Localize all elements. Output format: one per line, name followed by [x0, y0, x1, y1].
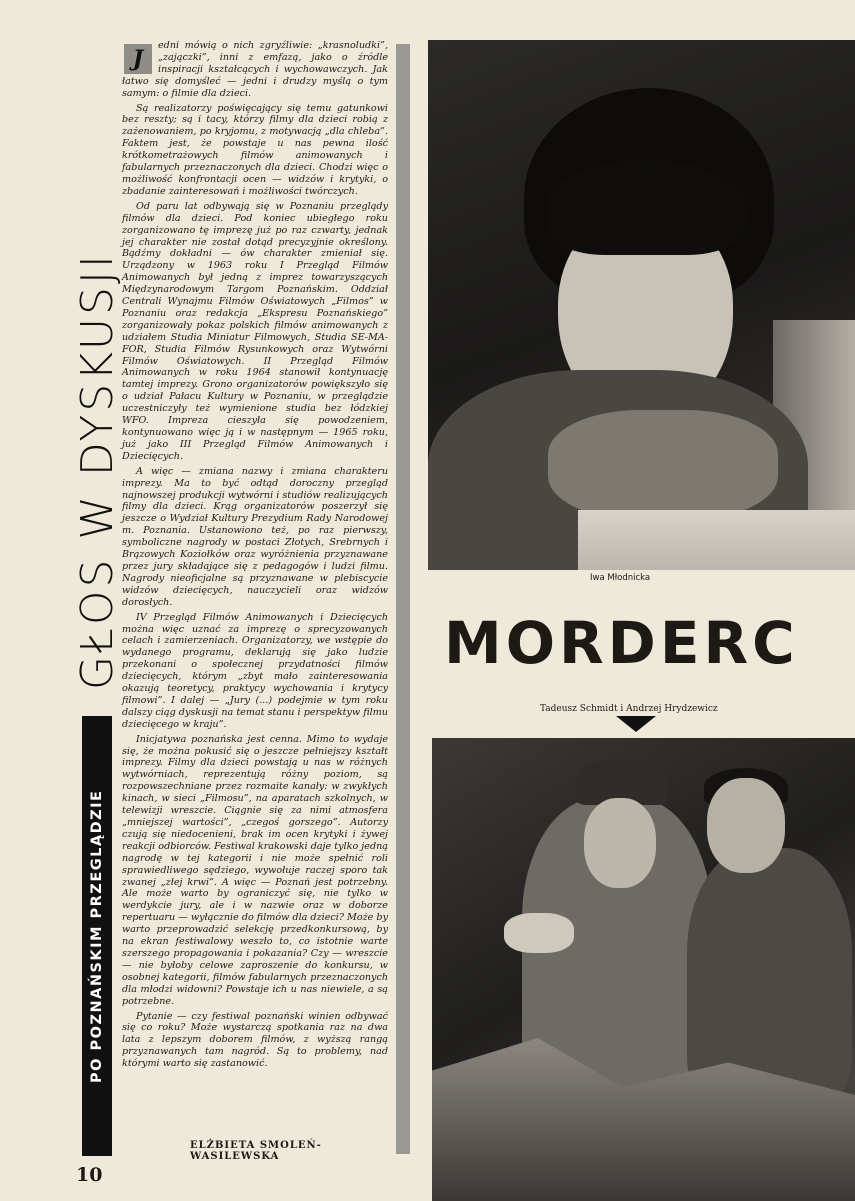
paragraph-4: A więc — zmiana nazwy i zmiana charakteru imprezy. Ma to być odtąd doroczny przegląd najnowszej produkcji wytwórni i studiów realizujących filmy dla dzieci. Krąg organizatorów poszerzył się jeszcze o Wydział Kultury Prezydium Rady Narodowej m. Poznania. Ustanowiono też, po raz pierwszy, symboliczne nagrody w postaci Złotych, Srebrnych i Brązowych Koziołków oraz wyróżnienia przyznawane przez jury składające się z pedagogów i ludzi filmu. Nagrody nieoficjalne są przyznawane w plebiscycie widzów dziecięcych, nauczycieli oraz widzów dorosłych. [122, 465, 388, 608]
down-arrow-icon [616, 716, 656, 732]
vertical-title-wrap [72, 40, 124, 690]
side-banner [82, 716, 112, 1156]
paragraph-7: Pytanie — czy festiwal poznański winien odbywać się co roku? Może wystarczą spotkania raz na dwa lata z lepszym doborem filmów, z wyższą rangą przyznawanych tam nagród. Są to problemy, nad którymi warto się zastanowić. [122, 1010, 388, 1070]
author-signature: ELŻBIETA SMOLEŃ-WASILEWSKA [190, 1140, 322, 1162]
page-number: 10 [76, 1164, 103, 1186]
vertical-rule [396, 44, 410, 1154]
photo-caption: Iwa Młodnicka [590, 573, 651, 583]
paragraph-1: edni mówią o nich zgryźliwie: „krasnoludki”, „zajączki”, inni z emfazą, jako o źródle inspiracji kształcących i wychowawczych. Jak łatwo się domyśleć — jedni i drudzy myślą o tym samym: o filmie dla dzieci. [122, 40, 388, 99]
film-still-photo [432, 738, 855, 1201]
drop-cap: J [124, 44, 152, 74]
article-column [122, 40, 388, 1073]
side-banner-text: PO POZNAŃSKIM PRZEGLĄDZIE [89, 789, 105, 1083]
portrait-photo [428, 40, 855, 570]
vertical-title: GŁOS W DYSKUSJI [72, 252, 123, 690]
headline: MORDERC [444, 612, 799, 674]
paragraph-3: Od paru lat odbywają się w Poznaniu przeglądy filmów dla dzieci. Pod koniec ubiegłego roku zorganizowano tę imprezę już po raz czwarty, jednak jej charakter nie został dotąd precyzyjnie określony. Bądźmy dokładni — ów charakter zmieniał się. Urządzony w 1963 roku I Przegląd Filmów Animowanych był jedną z imprez towarzyszących Międzynarodowym Targom Poznańskim. Oddział Centrali Wynajmu Filmów Oświatowych „Filmos” w Poznaniu oraz redakcja „Ekspresu Poznańskiego” zorganizowały pokaz polskich filmów animowanych z udziałem Studia Miniatur Filmowych, Studia SE-MA-FOR, Studia Filmów Rysunkowych oraz Wytwórni Filmów Oświatowych. II Przegląd Filmów Animowanych w roku 1964 stanowił kontynuację tamtej imprezy. Grono organizatorów powiększyło się o udział Pałacu Kultury w Poznaniu, w przeglądzie uczestniczyły też wymienione studia bez łódzkiej WFO. Impreza cieszyła się powodzeniem, kontynuowano więc ją i w następnym — 1965 roku, już jako III Przegląd Filmów Animowanych i Dziecięcych. [122, 200, 388, 462]
credits-line: Tadeusz Schmidt i Andrzej Hrydzewicz [540, 704, 718, 714]
paragraph-6: Inicjatywa poznańska jest cenna. Mimo to wydaje się, że można pokusić się o jeszcze pełniejszy kształt imprezy. Filmy dla dzieci powstają u nas w różnych wytwórniach, reprezentują różny poziom, są rozpowszechniane przez rozmaite kanały: w zwykłych kinach, w sieci „Filmosu”, na aparatach szkolnych, w telewizji wreszcie. Ciągnie się za nimi atmosfera „mniejszej wartości”, „czegoś gorszego”. Autorzy czują się niedocenieni, brak im ocen krytyki i żywej reakcji odbiorców. Festiwal krakowski daje tylko jedną nagrodę w tej kategorii i nie może spełnić roli sprawiedliwego sędziego, wywołuje raczej sporo tak zwanej „złej krwi”. A więc — Poznań jest potrzebny. Ale może warto by ograniczyć się, nie tylko w werdykcie jury, ale i w nazwie oraz w doborze repertuaru — wyłącznie do filmów dla dzieci? Może by warto przeprowadzić selekcję przedkonkursową, by na ekran festiwalowy weszło to, co istotnie warte szerszego propagowania i pokazania? Czy — wreszcie — nie byłoby celowe zaproszenie do konkursu, w osobnej kategorii, filmów fabularnych przeznaczonych dla młodzi widowni? Powstaje ich u nas niewiele, a są potrzebne. [122, 733, 388, 1007]
paragraph-5: IV Przegląd Filmów Animowanych i Dziecięcych można więc uznać za imprezę o sprecyzowanych celach i zamierzeniach. Organizatorzy, we wstępie do wydanego programu, deklarują się jako ludzie przekonani o społecznej przydatności filmów dziecięcych, którym „zbyt mało zainteresowania okazują teoretycy, praktycy wychowania i krytycy filmowi”. I dalej — „Jury (...) podejmie w tym roku dalszy ciąg dyskusji na temat stanu i perspektyw filmu dziecięcego w kraju”. [122, 611, 388, 730]
paragraph-2: Są realizatorzy poświęcający się temu gatunkowi bez reszty; są i tacy, którzy filmy dla dzieci robią z zażenowaniem, po kryjomu, z motywacją „dla chleba”. Faktem jest, że powstaje u nas pewna ilość krótkometrażowych filmów animowanych i fabularnych przeznaczonych dla dzieci. Chodzi więc o możliwość konfrontacji ocen — widzów i krytyki, o zbadanie zainteresowań i możliwości twórczych. [122, 102, 388, 197]
